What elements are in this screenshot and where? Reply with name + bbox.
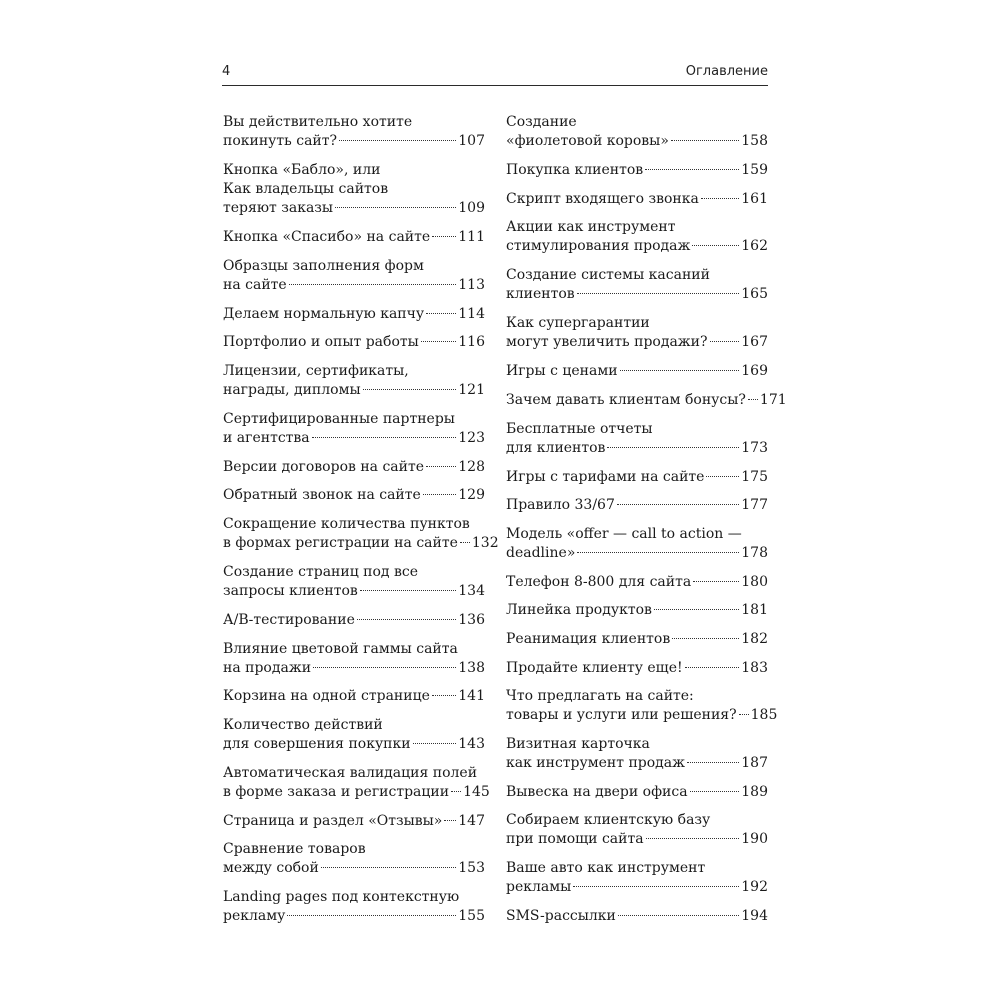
toc-entry-title-line: Вы действительно хотите bbox=[223, 114, 413, 130]
dot-leader bbox=[692, 245, 739, 246]
toc-entry[interactable] bbox=[223, 611, 485, 630]
toc-entry-last-line bbox=[223, 534, 499, 553]
toc-entry[interactable] bbox=[506, 783, 768, 802]
toc-entry-last-line bbox=[223, 429, 485, 448]
dot-leader bbox=[620, 370, 740, 371]
toc-entry-last-line bbox=[506, 601, 768, 620]
toc-entry-title-line: Сравнение товаров bbox=[223, 841, 366, 857]
toc-entry-title-line: «фиолетовой коровы» bbox=[506, 133, 669, 149]
toc-entry[interactable] bbox=[506, 113, 768, 151]
dot-leader bbox=[312, 437, 457, 438]
toc-entry-title-line: Скрипт входящего звонка bbox=[506, 191, 699, 207]
dot-leader bbox=[618, 915, 739, 916]
dot-leader bbox=[413, 743, 457, 744]
toc-entry-title-line: Создание страниц под все bbox=[223, 564, 418, 580]
toc-entry-title-line: Модель «offer — call to action — bbox=[506, 526, 742, 542]
toc-entry-title-line: при помощи сайта bbox=[506, 831, 644, 847]
toc-entry-last-line bbox=[506, 573, 768, 592]
toc-entry-title-line: для клиентов bbox=[506, 440, 606, 456]
toc-entry-title-line: Зачем давать клиентам бонусы? bbox=[506, 392, 746, 408]
toc-entry-page-number: 162 bbox=[741, 238, 768, 254]
toc-entry[interactable] bbox=[223, 228, 485, 247]
toc-entry-page-number: 192 bbox=[741, 879, 768, 895]
toc-entry[interactable] bbox=[506, 859, 768, 897]
dot-leader bbox=[706, 476, 739, 477]
toc-entry[interactable] bbox=[506, 496, 768, 515]
dot-leader bbox=[701, 198, 739, 199]
toc-entry-last-line bbox=[506, 544, 768, 563]
toc-entry-title-line: рекламу bbox=[223, 908, 286, 924]
toc-entry-last-line bbox=[506, 468, 768, 487]
toc-entry-last-line bbox=[506, 439, 768, 458]
toc-entry-last-line bbox=[506, 362, 768, 381]
toc-entry-page-number: 194 bbox=[741, 908, 768, 924]
dot-leader bbox=[646, 838, 740, 839]
toc-entry-title-line: Ваше авто как инструмент bbox=[506, 860, 706, 876]
toc-entry-title-line: для совершения покупки bbox=[223, 736, 411, 752]
toc-entry[interactable] bbox=[223, 687, 485, 706]
toc-entry-last-line bbox=[506, 783, 768, 802]
toc-entry-title-line: Что предлагать на сайте: bbox=[506, 688, 694, 704]
toc-entry-title-line: Корзина на одной странице bbox=[223, 688, 430, 704]
toc-entry-last-line bbox=[223, 132, 485, 151]
dot-leader bbox=[573, 886, 739, 887]
toc-entry-page-number: 116 bbox=[458, 334, 485, 350]
dot-leader bbox=[460, 542, 470, 543]
dot-leader bbox=[421, 341, 456, 342]
toc-entry-title-line: deadline» bbox=[506, 545, 576, 561]
toc-entry-page-number: 109 bbox=[458, 200, 485, 216]
toc-entry-last-line bbox=[223, 228, 485, 247]
toc-entry-page-number: 114 bbox=[458, 306, 485, 322]
toc-entry-title-line: на продажи bbox=[223, 660, 312, 676]
dot-leader bbox=[654, 609, 739, 610]
dot-leader bbox=[577, 552, 739, 553]
toc-entry-last-line bbox=[506, 237, 768, 256]
dot-leader bbox=[671, 140, 739, 141]
toc-entry[interactable] bbox=[223, 362, 485, 400]
toc-entry-page-number: 134 bbox=[458, 583, 485, 599]
dot-leader bbox=[363, 389, 457, 390]
toc-entry[interactable] bbox=[223, 764, 490, 802]
dot-leader bbox=[607, 447, 739, 448]
toc-entry-title-line: Влияние цветовой гаммы сайта bbox=[223, 641, 458, 657]
toc-entry-page-number: 173 bbox=[741, 440, 768, 456]
toc-entry-title-line: Как владельцы сайтов bbox=[223, 181, 389, 197]
toc-entry[interactable] bbox=[506, 362, 768, 381]
toc-entry-page-number: 153 bbox=[458, 860, 485, 876]
toc-entry-page-number: 161 bbox=[741, 191, 768, 207]
toc-entry-title-line: Акции как инструмент bbox=[506, 219, 676, 235]
toc-entry[interactable] bbox=[506, 525, 768, 563]
toc-entry-last-line bbox=[223, 333, 485, 352]
toc-entry[interactable] bbox=[223, 333, 485, 352]
toc-entry-title-line: между собой bbox=[223, 860, 319, 876]
toc-entry-title-line: Сокращение количества пунктов bbox=[223, 516, 470, 532]
toc-entry-page-number: 180 bbox=[741, 574, 768, 590]
toc-entry-title-line: Вывеска на двери офиса bbox=[506, 784, 688, 800]
toc-entry-title-line: Реанимация клиентов bbox=[506, 631, 671, 647]
toc-entry-page-number: 190 bbox=[741, 831, 768, 847]
toc-entry-title-line: Телефон 8-800 для сайта bbox=[506, 574, 692, 590]
toc-entry-last-line bbox=[506, 333, 768, 352]
toc-entry-title-line: Страница и раздел «Отзывы» bbox=[223, 813, 443, 829]
toc-entry-title-line: Версии договоров на сайте bbox=[223, 459, 425, 475]
toc-entry[interactable] bbox=[506, 573, 768, 592]
dot-leader bbox=[432, 236, 456, 237]
toc-entry-page-number: 107 bbox=[458, 133, 485, 149]
toc-entry[interactable] bbox=[506, 659, 768, 678]
toc-entry[interactable] bbox=[506, 735, 768, 773]
toc-entry-last-line bbox=[223, 907, 485, 926]
toc-entry[interactable] bbox=[223, 716, 485, 754]
dot-leader bbox=[321, 867, 456, 868]
toc-entry-title-line: Собираем клиентскую базу bbox=[506, 812, 711, 828]
toc-entry-title-line: Создание bbox=[506, 114, 577, 130]
toc-entry-last-line bbox=[506, 706, 778, 725]
dot-leader bbox=[444, 820, 456, 821]
toc-entry[interactable] bbox=[223, 161, 485, 218]
toc-entry-page-number: 132 bbox=[471, 535, 499, 551]
toc-entry[interactable] bbox=[506, 687, 778, 725]
toc-entry-page-number: 182 bbox=[741, 631, 768, 647]
toc-entry-title-line: Обратный звонок на сайте bbox=[223, 487, 421, 503]
toc-entry-title-line: Сертифицированные партнеры bbox=[223, 411, 455, 427]
dot-leader bbox=[690, 791, 740, 792]
running-header-title: Оглавление bbox=[685, 64, 768, 79]
toc-entry[interactable] bbox=[506, 161, 768, 180]
toc-entry-last-line bbox=[223, 199, 485, 218]
toc-entry-title-line: Покупка клиентов bbox=[506, 162, 644, 178]
toc-entry[interactable] bbox=[223, 486, 485, 505]
toc-entry-last-line bbox=[506, 285, 768, 304]
toc-entry-title-line: покинуть сайт? bbox=[223, 133, 337, 149]
toc-entry-title-line: А/В-тестирование bbox=[223, 612, 355, 628]
toc-entry-last-line bbox=[223, 687, 485, 706]
toc-entry[interactable] bbox=[223, 840, 485, 878]
dot-leader bbox=[451, 791, 461, 792]
toc-entry-title-line: Кнопка «Спасибо» на сайте bbox=[223, 229, 431, 245]
toc-entry[interactable] bbox=[506, 314, 768, 352]
dot-leader bbox=[339, 140, 456, 141]
dot-leader bbox=[360, 590, 456, 591]
dot-leader bbox=[287, 915, 456, 916]
toc-entry-last-line bbox=[223, 305, 485, 324]
toc-entry-last-line bbox=[506, 161, 768, 180]
toc-entry-title-line: награды, дипломы bbox=[223, 382, 361, 398]
dot-leader bbox=[426, 466, 456, 467]
toc-entry-page-number: 113 bbox=[458, 277, 485, 293]
toc-entry-page-number: 158 bbox=[741, 133, 768, 149]
toc-entry-title-line: Игры с тарифами на сайте bbox=[506, 469, 705, 485]
toc-entry-page-number: 171 bbox=[759, 392, 787, 408]
toc-entry-title-line: Продайте клиенту еще! bbox=[506, 660, 683, 676]
toc-entry-last-line bbox=[223, 381, 485, 400]
toc-entry-title-line: товары и услуги или решения? bbox=[506, 707, 737, 723]
toc-entry-last-line bbox=[223, 486, 485, 505]
toc-entry-last-line bbox=[506, 630, 768, 649]
toc-entry[interactable] bbox=[506, 266, 768, 304]
toc-entry-page-number: 185 bbox=[750, 707, 778, 723]
toc-entry-last-line bbox=[223, 659, 485, 678]
toc-entry-last-line bbox=[506, 659, 768, 678]
toc-entry-title-line: рекламы bbox=[506, 879, 572, 895]
toc-entry[interactable] bbox=[506, 811, 768, 849]
toc-entry-page-number: 167 bbox=[741, 334, 768, 350]
toc-entry[interactable] bbox=[506, 218, 768, 256]
toc-entry-last-line bbox=[506, 496, 768, 515]
toc-entry[interactable] bbox=[223, 888, 485, 926]
toc-entry[interactable] bbox=[223, 640, 485, 678]
toc-entry-page-number: 128 bbox=[458, 459, 485, 475]
toc-entry-last-line bbox=[223, 812, 485, 831]
dot-leader bbox=[423, 494, 456, 495]
toc-entry-title-line: на сайте bbox=[223, 277, 287, 293]
dot-leader bbox=[617, 504, 739, 505]
toc-entry-page-number: 169 bbox=[741, 363, 768, 379]
toc-entry-page-number: 189 bbox=[741, 784, 768, 800]
toc-entry-page-number: 145 bbox=[463, 784, 490, 800]
toc-entry[interactable] bbox=[223, 563, 485, 601]
toc-entry-page-number: 155 bbox=[458, 908, 485, 924]
toc-entry-title-line: как инструмент продаж bbox=[506, 755, 686, 771]
toc-entry-title-line: Делаем нормальную капчу bbox=[223, 306, 425, 322]
toc-entry-title-line: Бесплатные отчеты bbox=[506, 421, 653, 437]
toc-entry-title-line: Количество действий bbox=[223, 717, 383, 733]
dot-leader bbox=[432, 695, 456, 696]
dot-leader bbox=[748, 399, 758, 400]
toc-entry-page-number: 147 bbox=[458, 813, 485, 829]
toc-entry-last-line bbox=[223, 582, 485, 601]
toc-entry-title-line: в формах регистрации на сайте bbox=[223, 535, 458, 551]
dot-leader bbox=[710, 341, 740, 342]
toc-entry-title-line: Образцы заполнения форм bbox=[223, 258, 424, 274]
toc-entry[interactable] bbox=[506, 601, 768, 620]
toc-entry-last-line bbox=[506, 830, 768, 849]
toc-entry-page-number: 121 bbox=[458, 382, 485, 398]
toc-entry[interactable] bbox=[506, 190, 768, 209]
toc-entry-title-line: запросы клиентов bbox=[223, 583, 358, 599]
dot-leader bbox=[577, 293, 740, 294]
toc-entry-title-line: Игры с ценами bbox=[506, 363, 618, 379]
toc-entry-title-line: Правило 33/67 bbox=[506, 497, 615, 513]
toc-entry-page-number: 159 bbox=[741, 162, 768, 178]
toc-entry-title-line: SMS-рассылки bbox=[506, 908, 616, 924]
toc-entry[interactable] bbox=[506, 907, 768, 926]
toc-entry-title-line: Создание системы касаний bbox=[506, 267, 710, 283]
toc-entry-title-line: Автоматическая валидация полей bbox=[223, 765, 478, 781]
dot-leader bbox=[693, 581, 739, 582]
dot-leader bbox=[357, 619, 456, 620]
toc-entry-page-number: 129 bbox=[458, 487, 485, 503]
toc-entry-last-line bbox=[506, 754, 768, 773]
toc-entry-page-number: 165 bbox=[741, 286, 768, 302]
dot-leader bbox=[289, 284, 457, 285]
toc-entry-page-number: 175 bbox=[741, 469, 768, 485]
toc-entry[interactable] bbox=[506, 391, 787, 410]
toc-entry-page-number: 143 bbox=[458, 736, 485, 752]
toc-entry-page-number: 138 bbox=[458, 660, 485, 676]
toc-entry-title-line: и агентства bbox=[223, 430, 310, 446]
toc-entry-title-line: теряют заказы bbox=[223, 200, 334, 216]
toc-entry-page-number: 136 bbox=[458, 612, 485, 628]
toc-entry-page-number: 141 bbox=[458, 688, 485, 704]
dot-leader bbox=[426, 313, 456, 314]
toc-entry-title-line: Кнопка «Бабло», или bbox=[223, 162, 381, 178]
dot-leader bbox=[313, 667, 456, 668]
toc-entry-page-number: 177 bbox=[741, 497, 768, 513]
toc-entry-last-line bbox=[223, 783, 490, 802]
dot-leader bbox=[645, 169, 739, 170]
toc-entry-title-line: клиентов bbox=[506, 286, 575, 302]
toc-entry[interactable] bbox=[223, 812, 485, 831]
toc-entry[interactable] bbox=[223, 458, 485, 477]
toc-entry[interactable] bbox=[223, 257, 485, 295]
toc-entry-last-line bbox=[506, 391, 787, 410]
toc-entry-page-number: 183 bbox=[741, 660, 768, 676]
toc-entry[interactable] bbox=[506, 630, 768, 649]
toc-entry-page-number: 181 bbox=[741, 602, 768, 618]
toc-entry-last-line bbox=[223, 735, 485, 754]
toc-entry-last-line bbox=[506, 907, 768, 926]
toc-entry-last-line bbox=[223, 859, 485, 878]
toc-entry-last-line bbox=[506, 132, 768, 151]
toc-entry[interactable] bbox=[506, 468, 768, 487]
page-number: 4 bbox=[222, 64, 231, 79]
dot-leader bbox=[335, 207, 456, 208]
toc-entry-title-line: Как супергарантии bbox=[506, 315, 650, 331]
toc-entry-title-line: Лицензии, сертификаты, bbox=[223, 363, 409, 379]
toc-entry-title-line: могут увеличить продажи? bbox=[506, 334, 708, 350]
toc-entry-last-line bbox=[506, 878, 768, 897]
toc-entry[interactable] bbox=[506, 420, 768, 458]
toc-entry-page-number: 187 bbox=[741, 755, 768, 771]
toc-entry-title-line: Линейка продуктов bbox=[506, 602, 652, 618]
toc-entry[interactable] bbox=[223, 305, 485, 324]
toc-entry-title-line: стимулирования продаж bbox=[506, 238, 691, 254]
dot-leader bbox=[687, 762, 739, 763]
toc-entry[interactable] bbox=[223, 410, 485, 448]
toc-entry-title-line: Landing pages под контекстную bbox=[223, 889, 460, 905]
dot-leader bbox=[672, 638, 739, 639]
toc-entry[interactable] bbox=[223, 515, 499, 553]
toc-entry-last-line bbox=[223, 276, 485, 295]
toc-entry-title-line: в форме заказа и регистрации bbox=[223, 784, 450, 800]
toc-entry-title-line: Портфолио и опыт работы bbox=[223, 334, 419, 350]
dot-leader bbox=[685, 667, 740, 668]
toc-entry-last-line bbox=[223, 458, 485, 477]
toc-entry[interactable] bbox=[223, 113, 485, 151]
toc-entry-last-line bbox=[506, 190, 768, 209]
toc-entry-page-number: 111 bbox=[458, 229, 485, 245]
toc-entry-page-number: 123 bbox=[458, 430, 485, 446]
toc-entry-title-line: Визитная карточка bbox=[506, 736, 650, 752]
toc-entry-last-line bbox=[223, 611, 485, 630]
header-rule bbox=[222, 85, 768, 86]
toc-entry-page-number: 178 bbox=[741, 545, 768, 561]
dot-leader bbox=[739, 714, 749, 715]
